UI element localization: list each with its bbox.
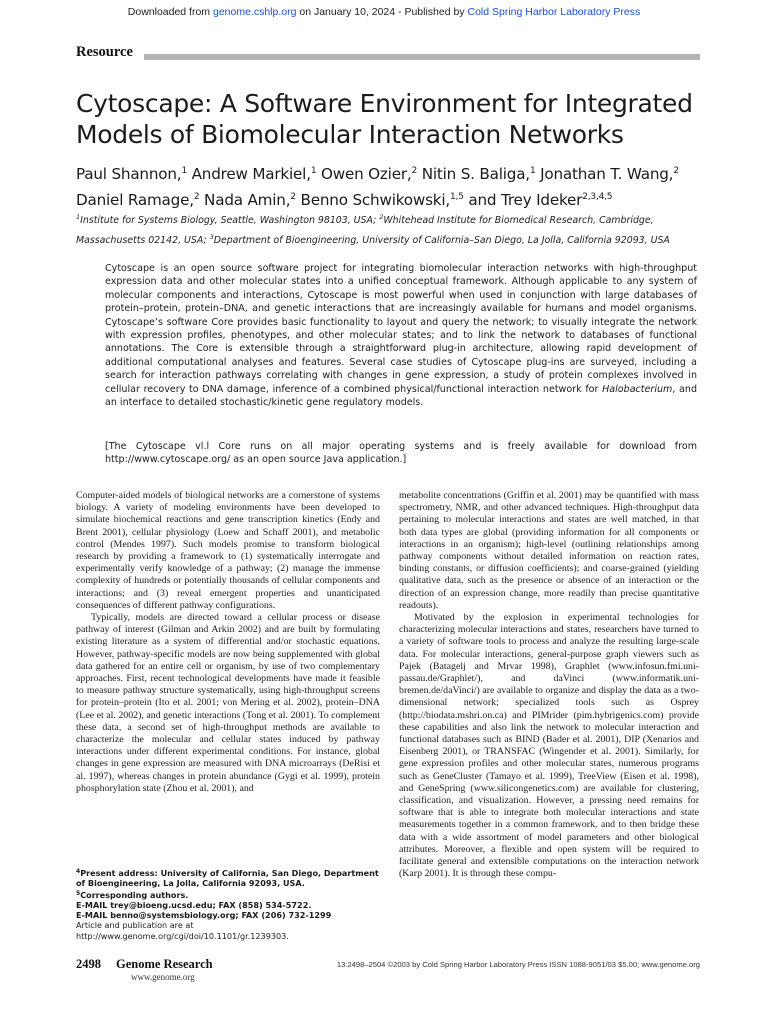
section-header [76, 44, 700, 62]
footnote-sup: 4 [76, 868, 81, 875]
footnote-article-info: Article and publication are at http://www.genome.org/cgi/doi/10.1101/gr.1239303. [76, 920, 289, 941]
footnote-present-address [76, 867, 380, 889]
footnote-email-1: E-MAIL trey@bioeng.ucsd.edu; FAX (858) 534-5722. [76, 899, 312, 910]
abstract [105, 262, 697, 409]
paragraph: Typically, models are directed toward a cellular process or disease pathway of interest (Gilman and Arkin 2002) and are built by formulating existing literature as a system of differential and/or stochastic equations. However, pathway-specific models are now being supplemented with global data gathered for an entire cell or organism, by use of two complementary approaches. First, recent technological developments have made it feasible to measure pathway structure systematically, using high-throughput screens for protein–protein (Ito et al. 2001; von Mering et al. 2002), protein–DNA (Lee et al. 2002), and genetic interactions (Tong et al. 2001). To complement these data, a second set of high-throughput methods are available to characterize the molecular and cellular states induced by pathway interactions under different experimental conditions. For instance, global changes in gene expression are measured with DNA microarrays (DeRisi et al. 1997), whereas changes in protein abundance (Gygi et al. 1999), protein phosphorylation state (Zhou et al. 2001), and [76, 612, 380, 794]
paragraph: Motivated by the explosion in experimental technologies for characterizing molecular interactions and states, researchers have turned to a variety of software tools to process and analyze the resulting large-scale data. For molecular interactions, general-purpose graph viewers such as Pajek (Batagelj and Mrvar 1998), Graphlet (www.infosun.fmi.uni-passau.de/Graphlet/), and daVinci (www.informatik.uni-bremen.de/daVinci/) are available to organize and display the data as a two-dimensional network; specialized tools such as Osprey (http://biodata.mshri.on.ca) and PIMrider (pim.hybrigenics.com) provide these capabilities and also link the network to molecular interaction and functional databases such as BIND (Bader et al. 2001), DIP (Xenarios and Eisenberg 2001), or TRANSFAC (Wingender et al. 2001). Similarly, for gene expression profiles and other molecular states, numerous programs such as GeneCluster (Tamayo et al. 1999), TreeView (Eisen et al. 1998), and GeneSpring (www.silicongenetics.com) are available for clustering, classification, and visualization. However, a pressing need remains for software that is able to integrate both molecular interactions and state measurements together in a common framework, and to then bridge these data with a wide assortment of model parameters and other biological attributes. Moreover, a flexible and open system will be required to facilitate general and extensible computations on the interaction network (Karp 2001). It is through these compu- [399, 612, 699, 880]
affil-sup: 3 [209, 233, 214, 241]
affiliation-line-1 [76, 209, 716, 229]
author-name: Jonathan T. Wang, [535, 165, 674, 183]
body-column-right [399, 490, 699, 881]
author-name: Andrew Markiel, [186, 165, 311, 183]
affil-text: Massachusetts 02142, USA; [76, 235, 210, 246]
author-affil-sup: 2 [673, 166, 679, 176]
download-prefix: Downloaded from [127, 6, 213, 18]
author-affil-sup: 1 [529, 166, 536, 176]
download-banner [0, 6, 768, 18]
body-column-left [76, 490, 380, 795]
journal-name: Genome Research [116, 957, 213, 971]
footnote-email-2: E-MAIL benno@systemsbiology.org; FAX (206) 732-1299 [76, 910, 332, 921]
copyright-line: 13:2498–2504 ©2003 by Cold Spring Harbor Laboratory Press ISSN 1088-9051/03 $5.00; www.genome.org [336, 960, 700, 969]
page-number: 2498 [76, 957, 101, 971]
author-list [76, 160, 716, 212]
author-affil-sup: 2 [411, 166, 418, 176]
affil-text: Whitehead Institute for Biomedical Research, Cambridge, [383, 215, 654, 226]
section-label: Resource [76, 44, 133, 60]
journal-url: www.genome.org [131, 972, 195, 982]
author-name: Owen Ozier, [316, 165, 412, 183]
footnotes [76, 867, 380, 941]
author-affil-sup: 1,5 [450, 192, 464, 202]
author-name: Nada Amin, [199, 191, 291, 209]
title-line-2: Models of Biomolecular Interaction Networks [76, 120, 624, 149]
abstract-text-end: , and an interface to detailed stochastic/kinetic gene regulatory models. [105, 383, 697, 409]
author-name: Nitin S. Baliga, [417, 165, 530, 183]
affil-sup: 1 [76, 213, 81, 221]
title-line-1: Cytoscape: A Software Environment for Integrated [76, 89, 693, 118]
footnote-corresponding [76, 889, 380, 900]
affiliation-line-2 [76, 229, 716, 249]
author-affil-sup: 1 [181, 166, 187, 176]
paragraph: metabolite concentrations (Griffin et al. 2001) may be quantified with mass spectrometry, NMR, and other advanced techniques. High-throughput data pertaining to molecular interactions and states are well matched, in that both data types are global (providing information for all components or interactions in an organism); high-level (outlining relationships among pathway components without detailed information on reaction rates, binding constants, or diffusion coefficients); and coarse-grained (yielding qualitative data, such as the presence or absence of an interaction or the direction of an expression change, more readily than precise quantitative readouts). [399, 490, 699, 611]
footnote-text: Corresponding authors. [80, 889, 189, 900]
author-name: Benno Schwikowski, [295, 191, 451, 209]
author-affil-sup: 2,3,4,5 [582, 192, 613, 202]
affil-sup: 2 [379, 213, 384, 221]
author-name: and Trey Ideker [463, 191, 583, 209]
section-rule [144, 54, 700, 60]
availability-note: [The Cytoscape vl.l Core runs on all major operating systems and is freely available for download from http://www.cytoscape.org/ as an open source Java application.] [105, 441, 697, 466]
article-title [76, 88, 716, 150]
affil-text: Department of Bioengineering, University of California–San Diego, La Jolla, California 92093, USA [213, 235, 670, 246]
affil-text: Institute for Systems Biology, Seattle, Washington 98103, USA; [80, 215, 380, 226]
download-middle: on January 10, 2024 - Published by [296, 6, 468, 18]
author-name: Paul Shannon, [76, 165, 182, 183]
author-affil-sup: 2 [290, 192, 296, 202]
page-footer [76, 957, 700, 987]
author-line-1 [76, 160, 716, 186]
affiliations [76, 209, 716, 249]
publisher-link[interactable]: Cold Spring Harbor Laboratory Press [467, 6, 641, 18]
paragraph: Computer-aided models of biological networks are a cornerstone of systems biology. A variety of modeling environments have been developed to simulate biochemical reactions and gene transcription kinetics (Endy and Brent 2001), cellular physiology (Loew and Schaff 2001), and metabolic control (Mendes 1997). Such models promise to transform biological research by providing a framework to (1) systematically interrogate and experimentally verify knowledge of a pathway; (2) manage the immense complexity of hundreds or potentially thousands of cellular components and interactions; and (3) reveal emergent properties and unanticipated consequences of different pathway configurations. [76, 490, 380, 611]
organism-name: Halobacterium [602, 383, 673, 395]
author-name: Daniel Ramage, [76, 191, 194, 209]
abstract-text: Cytoscape is an open source software project for integrating biomolecular interaction networks with high-throughput expression data and other molecular states into a unified conceptual framework. Although applicable to any system of molecular components and interactions, Cytoscape is most powerful when used in conjunction with large databases of protein–protein, protein–DNA, and genetic interactions that are increasingly available for humans and model organisms. Cytoscape’s software Core provides basic functionality to layout and query the network; to visually integrate the network with expression profiles, phenotypes, and other molecular states; and to link the network to databases of functional annotations. The Core is extensible through a straightforward plug-in architecture, allowing rapid development of additional computational analyses and features. Several case studies of Cytoscape plug-ins are surveyed, including a search for interaction pathways correlating with changes in gene expression, a study of protein complexes involved in cellular recovery to DNA damage, inference of a combined physical/functional interaction network for [105, 263, 697, 395]
footnote-text: Present address: University of California, San Diego, Department of Bioengineering, La Jolla, California 92093, USA. [76, 868, 379, 889]
author-affil-sup: 2 [193, 192, 200, 202]
author-affil-sup: 1 [310, 166, 317, 176]
footnote-sup: 5 [76, 889, 81, 897]
site-link[interactable]: genome.cshlp.org [212, 6, 297, 18]
